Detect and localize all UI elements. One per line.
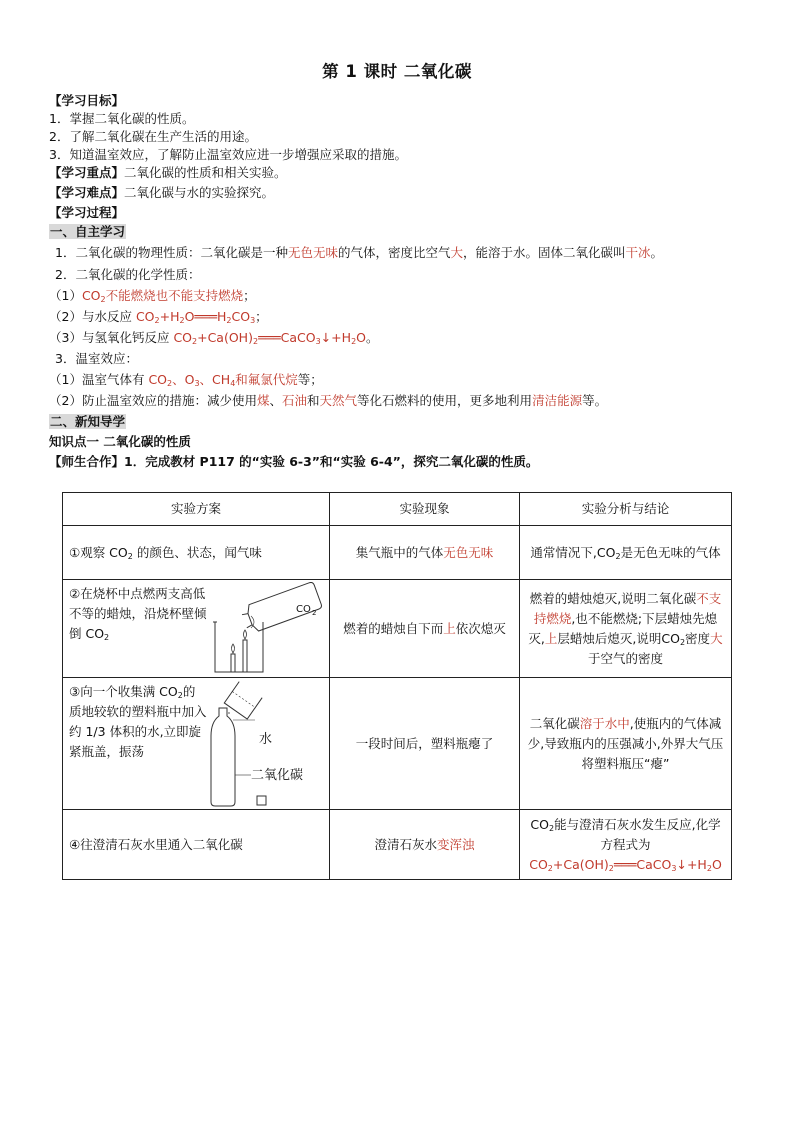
svg-text:2: 2: [312, 609, 317, 617]
table-row: [63, 810, 732, 880]
beaker-figure: [211, 582, 326, 676]
row2-phen-b: 依次熄灭: [455, 620, 506, 636]
page-title: 第 1 课时 二氧化碳: [322, 62, 472, 81]
answer-colorless: 无色无味: [287, 245, 338, 260]
row2-concl-answer3: 大: [710, 630, 723, 646]
chem2-end: ；: [255, 309, 268, 324]
bottle-cap: [257, 796, 266, 805]
row3-plan: [63, 678, 330, 810]
process-heading: 【学习过程】: [49, 205, 125, 220]
chem-item-1: [49, 287, 256, 305]
cooperation-task: 【师生合作】1．完成教材 P117 的“实验 6-3”和“实验 6-4”，探究二氧化碳的性质。: [49, 454, 539, 469]
row3-concl-b: ,使瓶内的气体减少,导致瓶内的压强减小,外界大气压将塑料瓶压“瘪”: [527, 715, 724, 771]
difficult-point-line: [49, 184, 274, 202]
header-conclusion: 实验分析与结论: [520, 493, 732, 526]
answer-water-reaction: $CO_2+H_2O═══H_2CO_3$: [135, 309, 256, 325]
difficult-point-text: 二氧化碳与水的实验探究。: [124, 185, 275, 200]
row2-concl-answer1: 不支持燃烧: [533, 590, 722, 626]
chem1-end: ；: [243, 288, 256, 303]
goal-item: 3．知道温室效应，了解防止温室效应进一步增强应采取的措施。: [49, 147, 407, 162]
row4-phenomenon: [330, 810, 520, 880]
row2-concl-b: ,也不能燃烧;下层蜡烛先熄灭,: [528, 610, 718, 646]
key-point-line: [49, 164, 287, 182]
row4-concl-a: $CO_2$能与澄清石灰水发生反应,化学方程式为: [530, 816, 721, 852]
chem2-prefix: （2）与水反应: [49, 309, 136, 324]
greenhouse-item-1: [49, 371, 323, 389]
table-row: [63, 526, 732, 580]
answer-limewater-reaction: $CO_2+Ca(OH)_2═══CaCO_3↓+H_2O$: [173, 330, 366, 346]
chem3-end: 。: [366, 330, 379, 345]
row2-conclusion: [520, 580, 732, 678]
plastic-bottle-illustration: [207, 680, 327, 808]
answer-clean-energy: 清洁能源: [532, 393, 583, 408]
gh1-end: 等；: [297, 372, 323, 387]
answer-dry-ice: 干冰: [625, 245, 651, 260]
row2-phen-answer: 上: [443, 620, 456, 636]
goal-item: 1．掌握二氧化碳的性质。: [49, 111, 195, 126]
gh2-sep2: 和: [307, 393, 320, 408]
row2-concl-answer2: 上: [544, 630, 558, 646]
table-header-row: [63, 493, 732, 526]
row3-phenomenon: 一段时间后，塑料瓶瘪了: [330, 678, 520, 810]
tall-candle: [243, 640, 247, 672]
bottle-figure: [207, 680, 327, 808]
row4-phen-a: 澄清石灰水: [374, 836, 437, 852]
row3-concl-a: 二氧化碳: [529, 715, 580, 731]
section2-heading: 二、新知导学: [50, 414, 126, 429]
chem-item-3: [49, 329, 379, 347]
row1-phenomenon: [330, 526, 520, 580]
answer-coal: 煤: [256, 393, 270, 408]
row1-conclusion: 通常情况下$,CO_2$是无色无味的气体: [520, 526, 732, 580]
co2-bottle-label: 二氧化碳: [251, 768, 304, 783]
answer-not-combustible: $CO_2$不能燃烧也不能支持燃烧: [81, 288, 244, 304]
section1-heading: 一、自主学习: [50, 224, 126, 239]
section2-heading-line: [49, 413, 126, 431]
goals-heading: 【学习目标】: [49, 93, 125, 108]
physical-properties-line: [55, 244, 663, 262]
row4-phen-answer: 变浑浊: [437, 836, 475, 852]
answer-denser: 大: [450, 245, 464, 260]
row2-phen-a: 燃着的蜡烛自下而: [343, 620, 444, 636]
row2-concl-a: 燃着的蜡烛熄灭,说明二氧化碳: [529, 590, 697, 606]
greenhouse-heading: 3．温室效应：: [55, 351, 138, 366]
row2-plan: [63, 580, 330, 678]
table-row: [63, 678, 732, 810]
physical-end: 。: [650, 245, 664, 260]
row2-plan-text: ②在烧杯中点燃两支高低不等的蜡烛，沿烧杯壁倾倒 $CO_2$: [69, 586, 207, 642]
difficult-point-label: 【学习难点】: [49, 185, 125, 200]
gh2-end: 等。: [582, 393, 608, 408]
goal-item: 2．了解二氧化碳在生产生活的用途。: [49, 129, 257, 144]
row4-conclusion: [520, 810, 732, 880]
section1-heading-line: [49, 223, 126, 241]
row1-plan: ①观察 $CO_2$ 的颜色、状态，闻气味: [63, 526, 330, 580]
beaker-pouring-illustration: [211, 582, 326, 676]
answer-oil: 石油: [282, 393, 308, 408]
physical-mid1: 的气体，密度比空气: [337, 245, 451, 260]
chemical-heading: 2．二氧化碳的化学性质：: [55, 267, 201, 282]
row2-concl-d: 于空气的密度: [587, 650, 663, 666]
row2-concl-c: 层蜡烛后熄灭,说明$CO_2$密度: [557, 630, 711, 647]
header-phenomenon: 实验现象: [330, 493, 520, 526]
chem3-prefix: （3）与氢氧化钙反应: [49, 330, 174, 345]
row1-phen-answer: 无色无味: [443, 544, 494, 560]
short-candle: [231, 654, 235, 672]
gh2-sep1: 、: [269, 393, 282, 408]
row3-plan-text: ③向一个收集满 $CO_2$的质地较软的塑料瓶中加入约 1/3 体积的水,立即旋紧瓶盖，振荡: [69, 684, 207, 759]
co2-jar-label: CO: [296, 604, 311, 615]
key-point-text: 二氧化碳的性质和相关实验。: [124, 165, 287, 180]
chem-item-2: [49, 308, 268, 326]
greenhouse-item-2: [49, 392, 607, 410]
physical-mid2: ，能溶于水。固体二氧化碳叫: [463, 245, 626, 260]
answer-greenhouse-gases: $CO_2$、$O_3$、$CH_4$和氟氯代烷: [148, 372, 298, 388]
row3-conclusion: [520, 678, 732, 810]
physical-prefix: 1．二氧化碳的物理性质：二氧化碳是一种: [55, 245, 288, 260]
answer-natural-gas: 天然气: [319, 393, 358, 408]
gh1-prefix: （1）温室气体有: [49, 372, 149, 387]
key-point-label: 【学习重点】: [49, 165, 125, 180]
knowledge-point-1: 知识点一 二氧化碳的性质: [49, 434, 191, 449]
header-plan: 实验方案: [63, 493, 330, 526]
gh2-mid: 等化石燃料的使用，更多地利用: [357, 393, 533, 408]
row2-phenomenon: [330, 580, 520, 678]
row1-phen-prefix: 集气瓶中的气体: [355, 544, 444, 560]
water-label: 水: [259, 732, 273, 747]
row4-concl-answer: $CO_2+Ca(OH)_2═══CaCO_3↓+H_2O$: [529, 856, 722, 873]
table-row: [63, 580, 732, 678]
gh2-prefix: （2）防止温室效应的措施：减少使用: [49, 393, 257, 408]
row4-plan: ④往澄清石灰水里通入二氧化碳: [63, 810, 330, 880]
row3-concl-answer: 溶于水中: [579, 715, 630, 731]
chem1-prefix: （1）: [49, 288, 82, 303]
experiment-table: [62, 492, 732, 880]
